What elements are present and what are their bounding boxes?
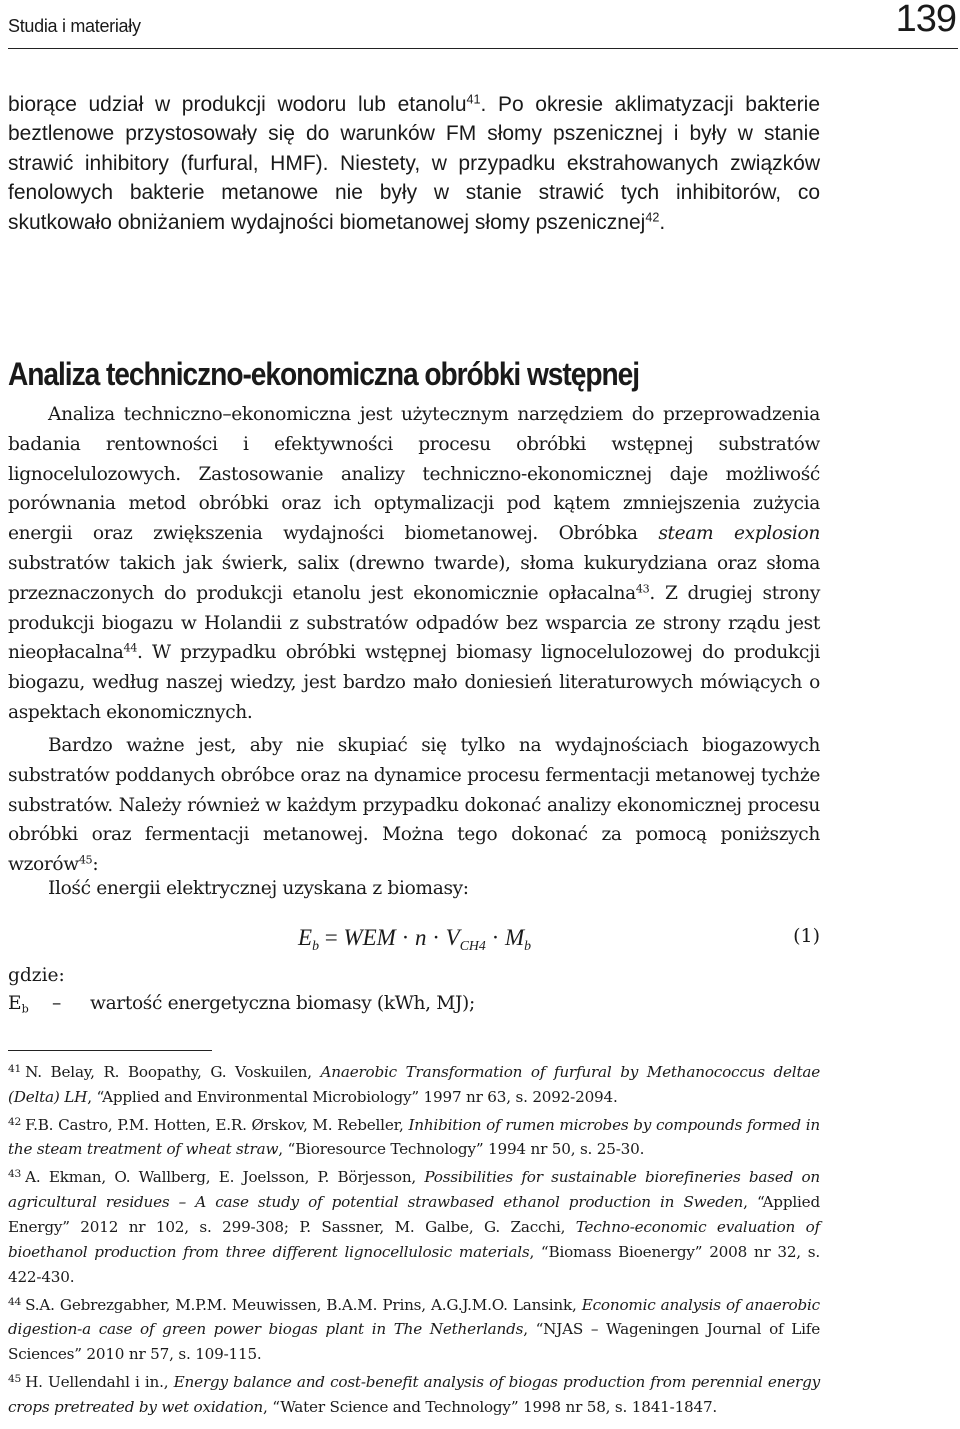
formula-operator: = <box>318 925 344 950</box>
definition-row <box>8 993 475 1016</box>
footnote-title: Possibilities for sustainable biorefineries based on agricultural residues – A case study of potential strawbased ethanol production in Sweden <box>8 1167 821 1211</box>
footnote-title: Economic analysis of anaerobic digestion-a case of green power biogas plant in The Netherlands <box>8 1295 820 1339</box>
footnote-number: 42 <box>8 1114 22 1128</box>
footnote-source: , “Water Science and Technology” 1998 nr 58, s. 1841-1847. <box>262 1397 718 1416</box>
footnote-number: 44 <box>8 1294 22 1308</box>
formula-label: Ilość energii elektrycznej uzyskana z biomasy: <box>48 878 469 899</box>
footnote-title: Energy balance and cost-benefit analysis of biogas production from perennial energy crops pretreated by wet oxidation <box>8 1372 820 1416</box>
paragraph-text: . Z drugiej strony produkcji biogazu w Holandii z substratów odpadów bez wsparcia ze strony rządu jest nieopłacalna <box>8 582 820 664</box>
footnote-43 <box>8 1162 820 1289</box>
formula-operator: · <box>485 925 505 950</box>
footnote-source: , “Applied Energy” 2012 nr 102, s. 299-308; P. Sassner, M. Galbe, G. Zacchi, <box>8 1192 820 1236</box>
intro-text: biorące udział w produkcji wodoru lub etanolu <box>8 93 467 116</box>
body-paragraph-1 <box>8 400 820 728</box>
footnote-ref-45[interactable]: 45 <box>78 853 93 867</box>
intro-paragraph <box>8 90 820 237</box>
formula-1 <box>298 925 531 954</box>
footnote-ref-43[interactable]: 43 <box>635 582 650 596</box>
formula-subscript: b <box>312 937 319 953</box>
emphasis-text: steam explosion <box>658 523 820 545</box>
paragraph-text: Analiza techniczno–ekonomiczna jest użytecznym narzędziem do przeprowadzenia badania rentowności i efektywności procesu obróbki wstępnej substratów lignocelulozowych. Zastosowanie analizy techniczno-ekonomicznej daje możliwość porównania metod obróbki oraz ich optymalizacji pod kątem zmniejszenia zużycia energii oraz zwiększenia wydajności biometanowej. Obróbka <box>8 404 820 545</box>
footnote-ref-42[interactable]: 42 <box>645 210 660 225</box>
formula-subscript: b <box>524 937 532 953</box>
formula-number: (1) <box>793 925 820 947</box>
page-number: 139 <box>895 0 956 40</box>
body-paragraph-2 <box>8 731 820 880</box>
definition-symbol-subscript: b <box>21 1002 29 1016</box>
footnote-separator <box>8 1050 212 1051</box>
footnote-authors: H. Uellendahl i in., <box>25 1372 174 1391</box>
footnote-source: , “NJAS – Wageningen Journal of Life Sciences” 2010 nr 57, s. 109-115. <box>8 1320 820 1364</box>
paragraph-text: substratów takich jak świerk, salix (drewno twarde), słoma kukurydziana oraz słoma przeznaczonych do produkcji etanolu jest ekonomicznie opłacalna <box>8 552 820 604</box>
footnote-authors: S.A. Gebrezgabher, M.P.M. Meuwissen, B.A.M. Prins, A.G.J.M.O. Lansink, <box>25 1295 582 1314</box>
footnote-42 <box>8 1110 820 1163</box>
footnote-title: Techno-economic evaluation of bioethanol production from three different lignocellulosic materials <box>8 1217 821 1261</box>
page-header <box>8 0 958 49</box>
footnotes <box>8 1057 820 1420</box>
footnote-45 <box>8 1367 820 1420</box>
formula-operator: · <box>395 925 415 950</box>
footnote-ref-44[interactable]: 44 <box>123 641 137 655</box>
footnote-authors: F.B. Castro, P.M. Hotten, E.R. Ørskov, M. Rebeller, <box>25 1115 409 1134</box>
footnote-number: 45 <box>8 1372 22 1385</box>
formula-symbol: n <box>415 925 427 950</box>
footnote-source: , “Biomass Bioenergy” 2008 nr 32, s. 422-430. <box>8 1242 820 1286</box>
paragraph-text: Bardzo ważne jest, aby nie skupiać się tylko na wydajnościach biogazowych substratów poddanych obróbce oraz na dynamice procesu fermentacji metanowej tychże substratów. Należy również w każdym przypadku dokonać analizy ekonomicznej procesu obróbki oraz fermentacji metanowej. Można tego dokonać za pomocą poniższych wzorów <box>8 735 820 876</box>
footnote-41 <box>8 1057 820 1110</box>
footnote-ref-41[interactable]: 41 <box>466 92 481 107</box>
formula-symbol: M <box>504 925 525 950</box>
footnote-number: 43 <box>8 1167 22 1181</box>
footnote-title: Anaerobic Transformation of furfural by Methanococcus deltae (Delta) LH <box>8 1062 820 1106</box>
intro-text: . Po okresie aklimatyzacji bakterie beztlenowe przystosowały się do warunków FM słomy pszenicznej i były w stanie strawić inhibitory (furfural, HMF). Niestety, w przypadku ekstrahowanych związków fenolowych bakterie metanowe nie były w stanie strawić tych inhibitorów, co skutkowało obniżaniem wydajności biometanowej słomy pszenicznej <box>8 93 820 234</box>
paragraph-text: : <box>92 854 99 876</box>
formula-symbol: V <box>445 925 460 950</box>
running-header-title: Studia i materiały <box>8 16 141 36</box>
footnote-authors: N. Belay, R. Boopathy, G. Voskuilen, <box>25 1062 321 1081</box>
footnote-authors: A. Ekman, O. Wallberg, E. Joelsson, P. Börjesson, <box>25 1167 425 1186</box>
footnote-title: Inhibition of rumen microbes by compounds formed in the steam treatment of wheat straw <box>8 1115 820 1159</box>
definition-text: wartość energetyczna biomasy (kWh, MJ); <box>90 993 475 1014</box>
footnote-44 <box>8 1290 820 1368</box>
footnote-number: 41 <box>8 1062 22 1075</box>
formula-subscript: CH4 <box>459 937 486 953</box>
definition-dash: – <box>52 993 62 1014</box>
formula-symbol: WEM <box>343 925 396 950</box>
intro-text: . <box>659 210 666 234</box>
definition-symbol-text: E <box>8 993 22 1014</box>
formula-symbol: E <box>298 925 313 950</box>
formula-operator: · <box>426 925 446 950</box>
section-heading: Analiza techniczno-ekonomiczna obróbki wstępnej <box>8 355 640 392</box>
footnote-source: , “Bioresource Technology” 1994 nr 50, s. 25-30. <box>278 1140 645 1159</box>
where-label: gdzie: <box>8 965 65 986</box>
footnote-source: , “Applied and Environmental Microbiology” 1997 nr 63, s. 2092-2094. <box>87 1087 618 1106</box>
paragraph-text: . W przypadku obróbki wstępnej biomasy lignocelulozowej do produkcji biogazu, według naszej wiedzy, jest bardzo mało doniesień literaturowych mówiących o aspektach ekonomicznych. <box>8 642 820 723</box>
definition-symbol <box>8 993 29 1014</box>
